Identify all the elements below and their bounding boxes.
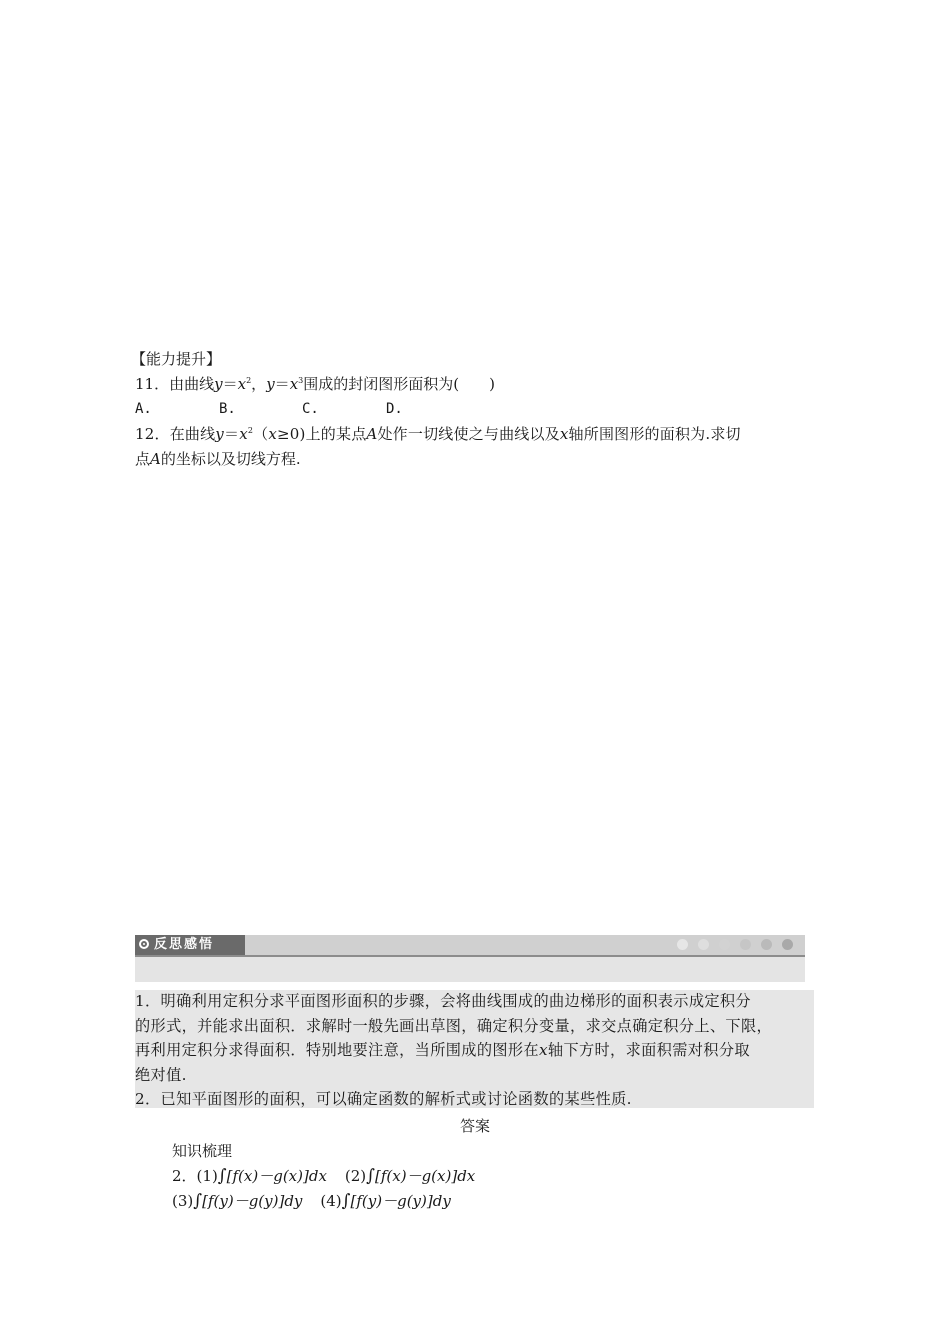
q11-eq2-base: x (289, 375, 299, 393)
reflection-line-1: 1．明确利用定积分求平面图形面积的步骤，会将曲线围成的曲边梯形的面积表示成定积分 (135, 992, 751, 1010)
q11-sep: ， (251, 375, 267, 393)
reflection-line-2: 的形式，并能求出面积．求解时一般先画出草图，确定积分变量，求交点确定积分上、下限， (135, 1017, 773, 1035)
answers-subtitle: 知识梳理 (172, 1142, 233, 1160)
integral-icon: ∫ (217, 1166, 227, 1186)
reflection-banner-underbar (135, 957, 805, 982)
q11-eq1-exp: 2 (246, 376, 252, 385)
q11-eq1-sign: ＝ (222, 375, 238, 393)
answers-row2-b: [f(y)－g(y)]dy (350, 1192, 451, 1210)
q12-eq-exp: 2 (247, 426, 254, 435)
q12-line2-point: A (150, 450, 161, 468)
answers-row-1 (172, 1166, 475, 1186)
q11-option-d: D. (386, 401, 403, 417)
reflection-line-3-a: 再利用定积分求得面积．特别地要注意，当所围成的图形在 (135, 1041, 539, 1059)
question-11 (135, 374, 495, 394)
q12-line2-prefix: 点 (135, 450, 151, 468)
answers-row2-a: [f(y)－g(y)]dy (202, 1192, 303, 1210)
q11-prefix: 由曲线 (169, 375, 215, 393)
question-12-line-1 (135, 424, 741, 444)
answers-row-2 (172, 1191, 451, 1211)
q11-eq2-sign: ＝ (274, 375, 290, 393)
q12-eq-sign: ＝ (223, 425, 240, 443)
q12-line2-suffix: 的坐标以及切线方程. (160, 450, 301, 468)
answers-row2-label: (3) (172, 1192, 194, 1210)
reflection-banner-tab (135, 935, 245, 955)
q12-mid-3: 轴所围图形的面积为.求切 (568, 425, 741, 443)
q11-option-a: A. (135, 401, 152, 417)
banner-dot-icon (740, 939, 751, 950)
q11-number: 11． (135, 375, 170, 393)
banner-dot-icon (782, 939, 793, 950)
banner-dot-icon (677, 939, 688, 950)
q12-number: 12． (135, 425, 170, 443)
q11-option-b: B. (219, 401, 236, 417)
integral-icon: ∫ (366, 1166, 376, 1186)
reflection-banner (135, 935, 805, 957)
integral-icon: ∫ (341, 1191, 351, 1211)
q11-option-c: C. (302, 401, 319, 417)
q11-eq2-exp: 3 (298, 376, 304, 385)
reflection-line-5: 2．已知平面图形的面积，可以确定函数的解析式或讨论函数的某些性质. (135, 1090, 632, 1108)
answers-row1-b-label: (2) (344, 1167, 367, 1185)
q12-eq-lhs: y (215, 425, 224, 443)
q11-eq1-base: x (237, 375, 247, 393)
reflection-line-3 (135, 1040, 750, 1060)
reflection-banner-title: 反思感悟 (154, 937, 215, 952)
banner-dot-icon (761, 939, 772, 950)
q12-point: A (366, 425, 378, 443)
q12-cond-var: x (268, 425, 278, 443)
reflection-line-3-b: 轴下方时，求面积需对积分取 (547, 1041, 750, 1059)
answers-title: 答案 (459, 1117, 490, 1135)
reflection-box (135, 990, 814, 1108)
q12-cond-open: （ (253, 425, 269, 443)
banner-dot-icon (719, 939, 730, 950)
banner-dots (667, 939, 793, 958)
reflection-line-4: 绝对值. (135, 1066, 187, 1084)
answers-row1-b: [f(x)－g(x)]dx (375, 1167, 476, 1185)
q12-eq-base: x (239, 425, 248, 443)
q12-mid-1: 上的某点 (305, 425, 367, 443)
integral-icon: ∫ (193, 1191, 203, 1211)
q12-cond-rest: ≥0) (277, 425, 306, 443)
banner-dot-icon (698, 939, 709, 950)
answers-row1-label: 2．(1) (172, 1167, 218, 1185)
reflection-line-3-var: x (538, 1041, 548, 1059)
answers-row1-a: [f(x)－g(x)]dx (226, 1167, 327, 1185)
answers-row2-b-label: (4) (320, 1192, 342, 1210)
target-circle-icon (139, 939, 149, 949)
q11-eq2-lhs: y (266, 375, 275, 393)
section-title: 【能力提升】 (131, 350, 222, 368)
question-12-line-2 (135, 449, 301, 469)
q11-eq1-lhs: y (214, 375, 223, 393)
q12-mid-2: 处作一切线使之与曲线以及 (377, 425, 560, 443)
q11-suffix: 围成的封闭图形面积为( ) (303, 375, 495, 393)
q12-prefix: 在曲线 (169, 425, 216, 443)
q12-axis: x (559, 425, 569, 443)
